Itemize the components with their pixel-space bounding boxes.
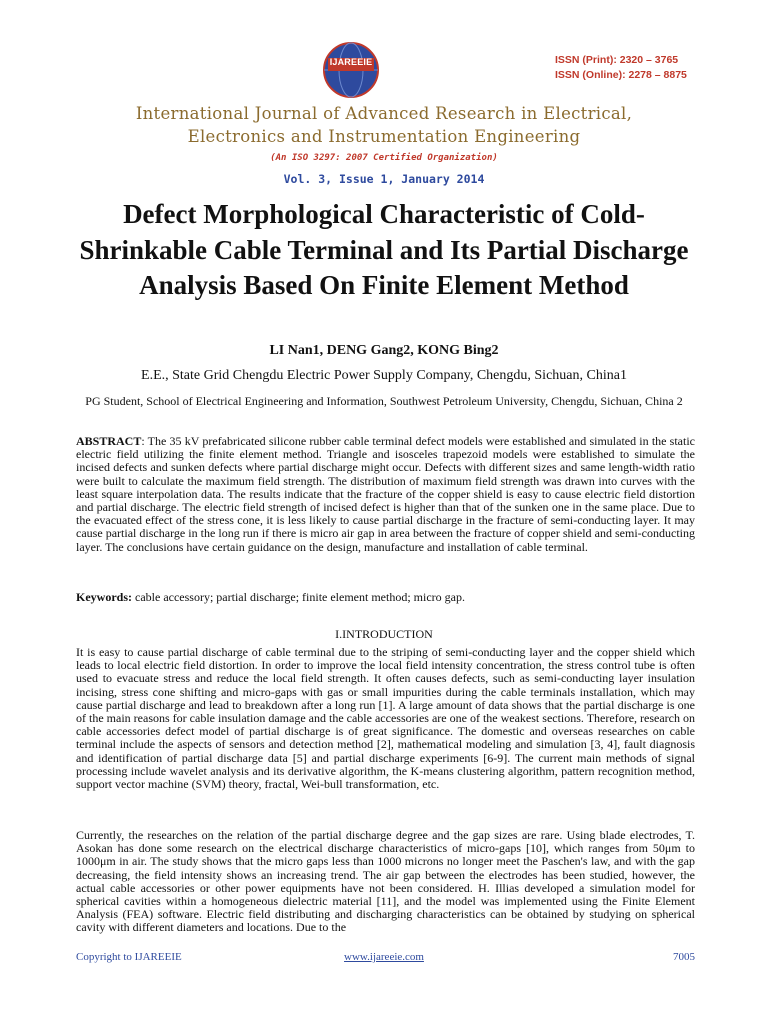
keywords-text: cable accessory; partial discharge; finite element method; micro gap. xyxy=(132,590,465,604)
author-list: LI Nan1, DENG Gang2, KONG Bing2 xyxy=(269,343,499,358)
issn-block xyxy=(555,53,687,83)
intro-paragraph-2: Currently, the researches on the relation of the partial discharge degree and the gap sizes are rare. Using blade electrodes, T. Asokan has done some research on the electrical discharge characteristics of micro-gaps [10], which ranges from 50μm to 1000μm in air. The study shows that the micro gaps less than 1000 microns no longer meet the Paschen's law, and with the gap decreasing, the field intensity shows an increasing trend. The air gap between the electrodes has been studied, however, the actual cable accessories or other power equipments have not been considered. H. Illias developed a simulation model for spherical cavities within a homogeneous dielectric material [11], and the model was implemented using the Finite Element Analysis (FEA) software. Electric field distributing and discharging characteristics can be obtained by studying on spherical cavity with different diameters and locations. Due to the xyxy=(76,828,695,935)
journal-name xyxy=(30,102,738,148)
certification-note: (An ISO 3297: 2007 Certified Organization) xyxy=(270,153,498,163)
paper-title: Defect Morphological Characteristic of Cold-Shrinkable Cable Terminal and Its Partial Discharge Analysis Based On Finite Element Method xyxy=(79,199,689,300)
affiliation-1: E.E., State Grid Chengdu Electric Power Supply Company, Chengdu, Sichuan, China1 xyxy=(141,368,627,383)
abstract-label: ABSTRACT xyxy=(76,434,142,448)
section-heading-introduction: I.INTRODUCTION xyxy=(335,627,433,641)
issn-print: ISSN (Print): 2320 – 3765 xyxy=(555,54,679,66)
footer-page-number: 7005 xyxy=(673,951,695,963)
volume-issue: Vol. 3, Issue 1, January 2014 xyxy=(283,172,485,186)
journal-line-2: Electronics and Instrumentation Engineering xyxy=(187,127,581,146)
journal-logo xyxy=(322,40,380,102)
keywords-label: Keywords: xyxy=(76,590,132,604)
journal-line-1: International Journal of Advanced Research in Electrical, xyxy=(135,104,633,123)
intro-paragraph-1: It is easy to cause partial discharge of cable terminal due to the striping of semi-conducting layer and the copper shield which leads to local electric field distortion. In order to improve the local field intensity concentration, the stress control tube is often used to evacuate stress and reduce the local field strength. It often causes defects, such as semi-conducting layer insulation incising, stress cone shifting and micro-gaps with gas or small impurities during the cable terminals installation, which may cause partial discharge and lead to breakdown after a long run [1]. A large amount of data shows that the partial discharge is one of the main reasons for cable insulation damage and the cable accessories are one of the weakest sections. Therefore, research on cable accessories defect model of partial discharge is of great significance. The domestic and overseas researches on cable terminal include the aspects of sensors and detection method [2], mathematical modeling and simulation [3, 4], fault diagnosis and identification of partial discharge data [5] and partial discharge experiments [6-9]. The current main methods of signal processing include wavelet analysis and its derivative algorithm, the K-means clustering algorithm, pattern recognition method, support vector machine (SVM) theory, fractal, Wei-bull transformation, etc. xyxy=(76,645,695,792)
issn-online: ISSN (Online): 2278 – 8875 xyxy=(555,69,687,81)
footer-website-link[interactable]: www.ijareeie.com xyxy=(344,951,424,963)
keywords xyxy=(76,591,695,604)
logo-text: IJAREEIE xyxy=(329,57,373,67)
affiliation-2: PG Student, School of Electrical Engineering and Information, Southwest Petroleum University, Chengdu, Sichuan, China 2 xyxy=(85,394,683,408)
footer-copyright: Copyright to IJAREEIE xyxy=(76,951,182,963)
abstract-text: : The 35 kV prefabricated silicone rubber cable terminal defect models were established and simulated in the static electric field utilizing the finite element method. Triangle and isosceles trapezoid models were established to simulate the incised defects and sunken defects where partial discharge might occur. Defects with different sizes and same length-width ratio were built to calculate the maximum field strength. The distribution of maximum field strength was drawn into curves with the least square interpolation data. The results indicate that the fracture of the copper shield is easy to cause electric field distortion and partial discharge. The electric field strength of incised defect is higher than that of the sunken one in the same place. Due to the evacuated effect of the stress cone, it is less likely to cause partial discharge in the fracture of semi-conducting layer. It may cause partial discharge in the long run if there is micro air gap in area between the fracture of copper shield and semi-conducting layer. The conclusions have certain guidance on the design, manufacture and installation of cable terminal. xyxy=(76,434,695,554)
logo-globe-icon xyxy=(322,40,380,102)
abstract xyxy=(76,435,695,554)
